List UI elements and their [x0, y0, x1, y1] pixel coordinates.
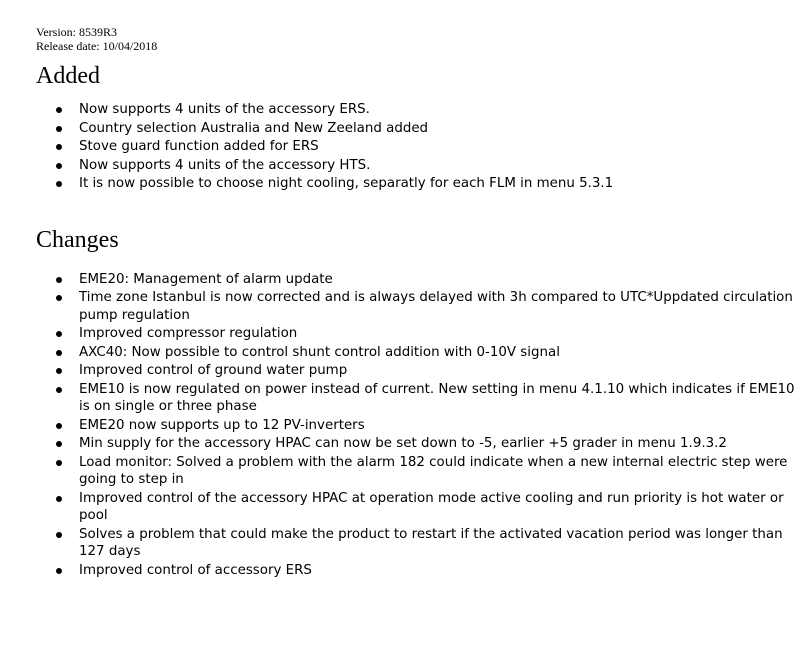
version-text: Version: 8539R3 [36, 25, 117, 39]
list-item: Improved control of the accessory HPAC at operation mode active cooling and run priority is hot water or pool [79, 490, 796, 525]
section-title-changes: Changes [36, 226, 119, 253]
list-item: Improved compressor regulation [79, 325, 796, 343]
list-item: Solves a problem that could make the product to restart if the activated vacation period was longer than 127 days [79, 526, 796, 561]
list-item: Improved control of ground water pump [79, 362, 796, 380]
changes-list [36, 271, 796, 580]
list-item: EME20: Management of alarm update [79, 271, 796, 289]
release-date-text: Release date: 10/04/2018 [36, 39, 158, 53]
added-list [36, 101, 796, 193]
list-item: It is now possible to choose night cooling, separatly for each FLM in menu 5.3.1 [79, 175, 796, 193]
list-item: Load monitor: Solved a problem with the alarm 182 could indicate when a new internal electric step were going to step in [79, 454, 796, 489]
list-item: EME10 is now regulated on power instead of current. New setting in menu 4.1.10 which indicates if EME10 is on single or three phase [79, 381, 795, 414]
release-notes-page [36, 25, 796, 580]
list-item: AXC40: Now possible to control shunt control addition with 0-10V signal [79, 344, 796, 362]
list-item: EME20 now supports up to 12 PV-inverters [79, 417, 796, 435]
list-item: Now supports 4 units of the accessory HTS. [79, 157, 796, 175]
section-title-added: Added [36, 63, 100, 89]
list-item: Stove guard function added for ERS [79, 138, 796, 156]
list-item: Improved control of accessory ERS [79, 562, 796, 580]
list-item: Now supports 4 units of the accessory ERS. [79, 101, 796, 119]
list-item: Country selection Australia and New Zeeland added [79, 120, 796, 138]
release-meta [36, 25, 796, 53]
list-item: Min supply for the accessory HPAC can now be set down to -5, earlier +5 grader in menu 1.9.3.2 [79, 435, 796, 453]
list-item: Time zone Istanbul is now corrected and is always delayed with 3h compared to UTC*Uppdated circulation pump regulation [79, 289, 796, 324]
